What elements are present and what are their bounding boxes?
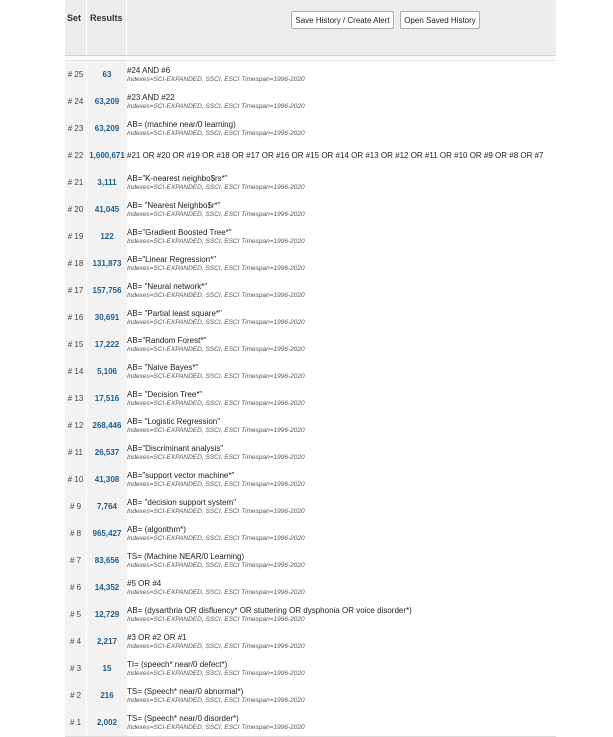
query-settings: Indexes=SCI-EXPANDED, SSCI, ESCI Timespan=1996-2020: [127, 373, 305, 380]
query-text: TS= (Speech* near/0 disorder*): [127, 714, 239, 723]
history-row: [65, 493, 556, 521]
query-text: AB= (machine near/0 learning): [127, 120, 236, 129]
results-count-link[interactable]: 63,209: [86, 88, 127, 115]
set-number: # 7: [65, 547, 86, 574]
history-row: [65, 250, 556, 278]
query-text: AB= "Nearest Neighbo$r*": [127, 201, 221, 210]
results-count-link[interactable]: 41,045: [86, 196, 127, 223]
history-row: [65, 439, 556, 467]
query-text: AB= "Naive Bayes*": [127, 363, 199, 372]
query-text: AB="K-nearest neighbo$rs*": [127, 174, 228, 183]
open-saved-history-button[interactable]: Open Saved History: [400, 11, 480, 29]
query-text: #24 AND #6: [127, 66, 171, 75]
set-number: # 23: [65, 115, 86, 142]
set-number: # 25: [65, 61, 86, 88]
query-text: AB= (dysarthria OR disfluency* OR stuttering OR dysphonia OR voice disorder*): [127, 606, 412, 615]
history-row: [65, 304, 556, 332]
save-history-button[interactable]: Save History / Create Alert: [291, 11, 394, 29]
query-text: AB="Gradient Boosted Tree*": [127, 228, 232, 237]
query-text: AB= "decision support system": [127, 498, 237, 507]
query-text: AB="Discriminant analysis": [127, 444, 224, 453]
set-number: # 15: [65, 331, 86, 358]
set-number: # 3: [65, 655, 86, 682]
history-row: [65, 412, 556, 440]
query-settings: Indexes=SCI-EXPANDED, SSCI, ESCI Timespan=1996-2020: [127, 319, 305, 326]
query-settings: Indexes=SCI-EXPANDED, SSCI, ESCI Timespan=1996-2020: [127, 76, 305, 83]
results-column-header: [86, 0, 127, 55]
results-count-link[interactable]: 2,217: [86, 628, 127, 655]
results-count-link[interactable]: 7,764: [86, 493, 127, 520]
results-count-link[interactable]: 17,222: [86, 331, 127, 358]
set-number: # 21: [65, 169, 86, 196]
query-settings: Indexes=SCI-EXPANDED, SSCI, ESCI Timespan=1996-2020: [127, 670, 305, 677]
set-number: # 11: [65, 439, 86, 466]
results-count-link[interactable]: 157,756: [86, 277, 127, 304]
results-count-link[interactable]: 122: [86, 223, 127, 250]
results-count-link[interactable]: 131,873: [86, 250, 127, 277]
set-number: # 17: [65, 277, 86, 304]
history-row: [65, 628, 556, 656]
history-row: [65, 277, 556, 305]
history-row: [65, 331, 556, 359]
set-number: # 24: [65, 88, 86, 115]
history-row: [65, 385, 556, 413]
results-count-link[interactable]: 26,537: [86, 439, 127, 466]
query-settings: Indexes=SCI-EXPANDED, SSCI, ESCI Timespan=1996-2020: [127, 265, 305, 272]
set-column-header: [65, 0, 87, 55]
results-count-link[interactable]: 15: [86, 655, 127, 682]
history-row: [65, 709, 556, 737]
query-text: TS= (Speech* near/0 abnormal*): [127, 687, 244, 696]
set-number: # 13: [65, 385, 86, 412]
results-count-link[interactable]: 2,002: [86, 709, 127, 736]
set-number: # 16: [65, 304, 86, 331]
history-row: [65, 358, 556, 386]
set-number: # 12: [65, 412, 86, 439]
query-settings: Indexes=SCI-EXPANDED, SSCI, ESCI Timespan=1996-2020: [127, 103, 305, 110]
set-number: # 2: [65, 682, 86, 709]
query-settings: Indexes=SCI-EXPANDED, SSCI, ESCI Timespan=1996-2020: [127, 724, 305, 731]
history-row: [65, 655, 556, 683]
query-settings: Indexes=SCI-EXPANDED, SSCI, ESCI Timespan=1996-2020: [127, 400, 305, 407]
set-number: # 8: [65, 520, 86, 547]
results-count-link[interactable]: 1,600,671: [86, 142, 127, 169]
query-text: #21 OR #20 OR #19 OR #18 OR #17 OR #16 OR #15 OR #14 OR #13 OR #12 OR #11 OR #10 OR #9 OR #8 OR #7: [127, 151, 544, 160]
set-number: # 19: [65, 223, 86, 250]
results-count-link[interactable]: 268,446: [86, 412, 127, 439]
set-number: # 14: [65, 358, 86, 385]
query-settings: Indexes=SCI-EXPANDED, SSCI, ESCI Timespan=1996-2020: [127, 184, 305, 191]
query-text: TS= (Machine NEAR/0 Learning): [127, 552, 245, 561]
results-count-link[interactable]: 216: [86, 682, 127, 709]
results-count-link[interactable]: 3,111: [86, 169, 127, 196]
query-text: #23 AND #22: [127, 93, 175, 102]
results-count-link[interactable]: 17,516: [86, 385, 127, 412]
set-number: # 18: [65, 250, 86, 277]
set-number: # 10: [65, 466, 86, 493]
history-row: [65, 466, 556, 494]
query-settings: Indexes=SCI-EXPANDED, SSCI, ESCI Timespan=1996-2020: [127, 427, 305, 434]
query-settings: Indexes=SCI-EXPANDED, SSCI, ESCI Timespan=1996-2020: [127, 562, 305, 569]
query-settings: Indexes=SCI-EXPANDED, SSCI, ESCI Timespan=1996-2020: [127, 697, 305, 704]
query-settings: Indexes=SCI-EXPANDED, SSCI, ESCI Timespan=1996-2020: [127, 211, 305, 218]
history-row: [65, 142, 556, 170]
query-text: AB="Random Forest*": [127, 336, 207, 345]
query-text: AB= "Decision Tree*": [127, 390, 203, 399]
history-row: [65, 88, 556, 116]
history-row: [65, 547, 556, 575]
history-row: [65, 169, 556, 197]
results-count-link[interactable]: 63,209: [86, 115, 127, 142]
query-settings: Indexes=SCI-EXPANDED, SSCI, ESCI Timespan=1996-2020: [127, 238, 305, 245]
query-settings: Indexes=SCI-EXPANDED, SSCI, ESCI Timespan=1996-2020: [127, 346, 305, 353]
set-number: # 1: [65, 709, 86, 736]
results-count-link[interactable]: 14,352: [86, 574, 127, 601]
query-settings: Indexes=SCI-EXPANDED, SSCI, ESCI Timespan=1996-2020: [127, 508, 305, 515]
query-settings: Indexes=SCI-EXPANDED, SSCI, ESCI Timespan=1996-2020: [127, 130, 305, 137]
results-count-link[interactable]: 41,308: [86, 466, 127, 493]
set-number: # 6: [65, 574, 86, 601]
query-text: AB="Linear Regression*": [127, 255, 217, 264]
search-history-table: [65, 0, 556, 735]
set-column-label: Set: [67, 13, 82, 23]
history-row: [65, 196, 556, 224]
results-count-link[interactable]: 12,729: [86, 601, 127, 628]
query-text: AB= "Partial least square*": [127, 309, 222, 318]
query-settings: Indexes=SCI-EXPANDED, SSCI, ESCI Timespan=1996-2020: [127, 589, 305, 596]
results-count-link[interactable]: 63: [86, 61, 127, 88]
query-settings: Indexes=SCI-EXPANDED, SSCI, ESCI Timespan=1996-2020: [127, 481, 305, 488]
set-number: # 4: [65, 628, 86, 655]
results-count-link[interactable]: 83,656: [86, 547, 127, 574]
query-text: #5 OR #4: [127, 579, 162, 588]
history-row: [65, 223, 556, 251]
query-text: AB= (algorithm*): [127, 525, 186, 534]
results-count-link[interactable]: 30,691: [86, 304, 127, 331]
results-count-link[interactable]: 5,106: [86, 358, 127, 385]
history-row: [65, 574, 556, 602]
query-settings: Indexes=SCI-EXPANDED, SSCI, ESCI Timespan=1996-2020: [127, 643, 305, 650]
set-number: # 20: [65, 196, 86, 223]
history-row: [65, 682, 556, 710]
results-count-link[interactable]: 965,427: [86, 520, 127, 547]
query-settings: Indexes=SCI-EXPANDED, SSCI, ESCI Timespan=1996-2020: [127, 535, 305, 542]
set-number: # 9: [65, 493, 86, 520]
history-row: [65, 115, 556, 143]
history-row: [65, 520, 556, 548]
set-number: # 22: [65, 142, 86, 169]
history-row: [65, 61, 556, 89]
results-column-label: Results: [90, 13, 123, 23]
set-number: # 5: [65, 601, 86, 628]
query-text: AB= "Neural network*": [127, 282, 208, 291]
query-settings: Indexes=SCI-EXPANDED, SSCI, ESCI Timespan=1996-2020: [127, 292, 305, 299]
history-row: [65, 601, 556, 629]
query-settings: Indexes=SCI-EXPANDED, SSCI, ESCI Timespan=1996-2020: [127, 454, 305, 461]
table-header: [65, 0, 556, 56]
query-text: TI= (speech* near/0 defect*): [127, 660, 228, 669]
query-text: AB="support vector machine*": [127, 471, 235, 480]
query-text: AB= "Logistic Regression": [127, 417, 221, 426]
query-settings: Indexes=SCI-EXPANDED, SSCI, ESCI Timespan=1996-2020: [127, 616, 305, 623]
query-text: #3 OR #2 OR #1: [127, 633, 187, 642]
